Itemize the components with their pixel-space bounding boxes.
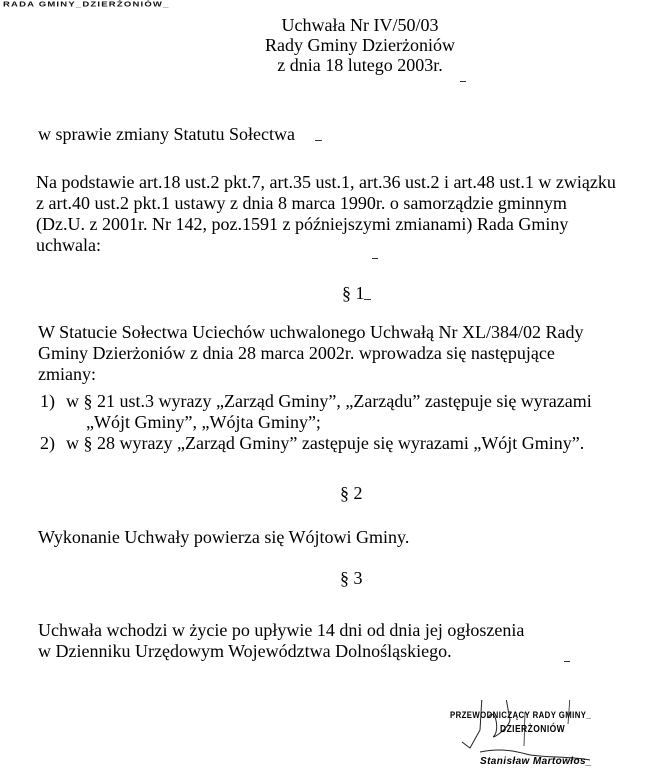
scan-mark: [364, 299, 371, 300]
section-2-heading: § 2: [340, 483, 363, 503]
resolution-date: z dnia 18 lutego 2003r.: [277, 55, 443, 75]
section-3-line: Uchwała wchodzi w życie po upływie 14 dni od dnia jej ogłoszenia: [38, 620, 525, 640]
legal-basis-line: Na podstawie art.18 ust.2 pkt.7, art.35 ust.1, art.36 ust.2 i art.48 ust.1 w związku: [36, 172, 616, 192]
list-item: [40, 433, 592, 454]
scan-mark: [460, 81, 466, 82]
scan-mark: [564, 661, 570, 662]
signatory-title: PRZEWODNICZĄCY RADY GMINY_: [450, 710, 592, 721]
scan-mark: [372, 258, 378, 259]
legal-basis: [36, 172, 616, 256]
list-item: [40, 391, 592, 412]
section-1-line: zmiany:: [38, 364, 96, 384]
amendments-list: [40, 391, 592, 454]
list-item-number: 2): [40, 433, 55, 453]
document-header: [200, 15, 520, 75]
scan-mark: [315, 140, 322, 141]
section-2-text: Wykonanie Uchwały powierza się Wójtowi Gminy.: [38, 527, 410, 547]
list-item-continuation: „Wójt Gminy”, „Wójta Gminy”;: [86, 412, 321, 432]
signature-block: [450, 700, 660, 770]
header-stamp: RADA GMINY_DZIERŻONIÓW_: [3, 0, 170, 9]
section-3-heading: § 3: [340, 568, 363, 588]
section-1-heading: § 1: [342, 283, 365, 303]
legal-basis-line: z art.40 ust.2 pkt.1 ustawy z dnia 8 marca 1990r. o samorządzie gminnym: [36, 193, 567, 213]
signatory-town: DZIERŻONIÓW: [500, 724, 566, 735]
list-item-text: w § 28 wyrazy „Zarząd Gminy” zastępuje się wyrazami „Wójt Gminy”.: [66, 433, 585, 453]
issuing-council: Rady Gminy Dzierżoniów: [265, 35, 455, 55]
section-1-line: W Statucie Sołectwa Uciechów uchwalonego Uchwałą Nr XL/384/02 Rady: [38, 322, 584, 342]
signatory-name: Stanisław Martowłos_: [480, 756, 592, 767]
section-1-line: Gminy Dzierżoniów z dnia 28 marca 2002r. wprowadza się następujące: [38, 343, 555, 363]
section-3-text: [38, 620, 524, 662]
section-1-text: [38, 322, 584, 385]
legal-basis-line: (Dz.U. z 2001r. Nr 142, poz.1591 z późniejszymi zmianami) Rada Gminy: [36, 214, 569, 234]
list-item-text: w § 21 ust.3 wyrazy „Zarząd Gminy”, „Zarządu” zastępuje się wyrazami: [66, 391, 592, 411]
list-item-number: 1): [40, 391, 55, 411]
section-3-line: w Dzienniku Urzędowym Województwa Dolnośląskiego.: [38, 641, 452, 661]
resolution-number: Uchwała Nr IV/50/03: [281, 15, 439, 35]
resolution-subject: w sprawie zmiany Statutu Sołectwa: [38, 124, 295, 144]
legal-basis-line: uchwala:: [36, 235, 101, 255]
